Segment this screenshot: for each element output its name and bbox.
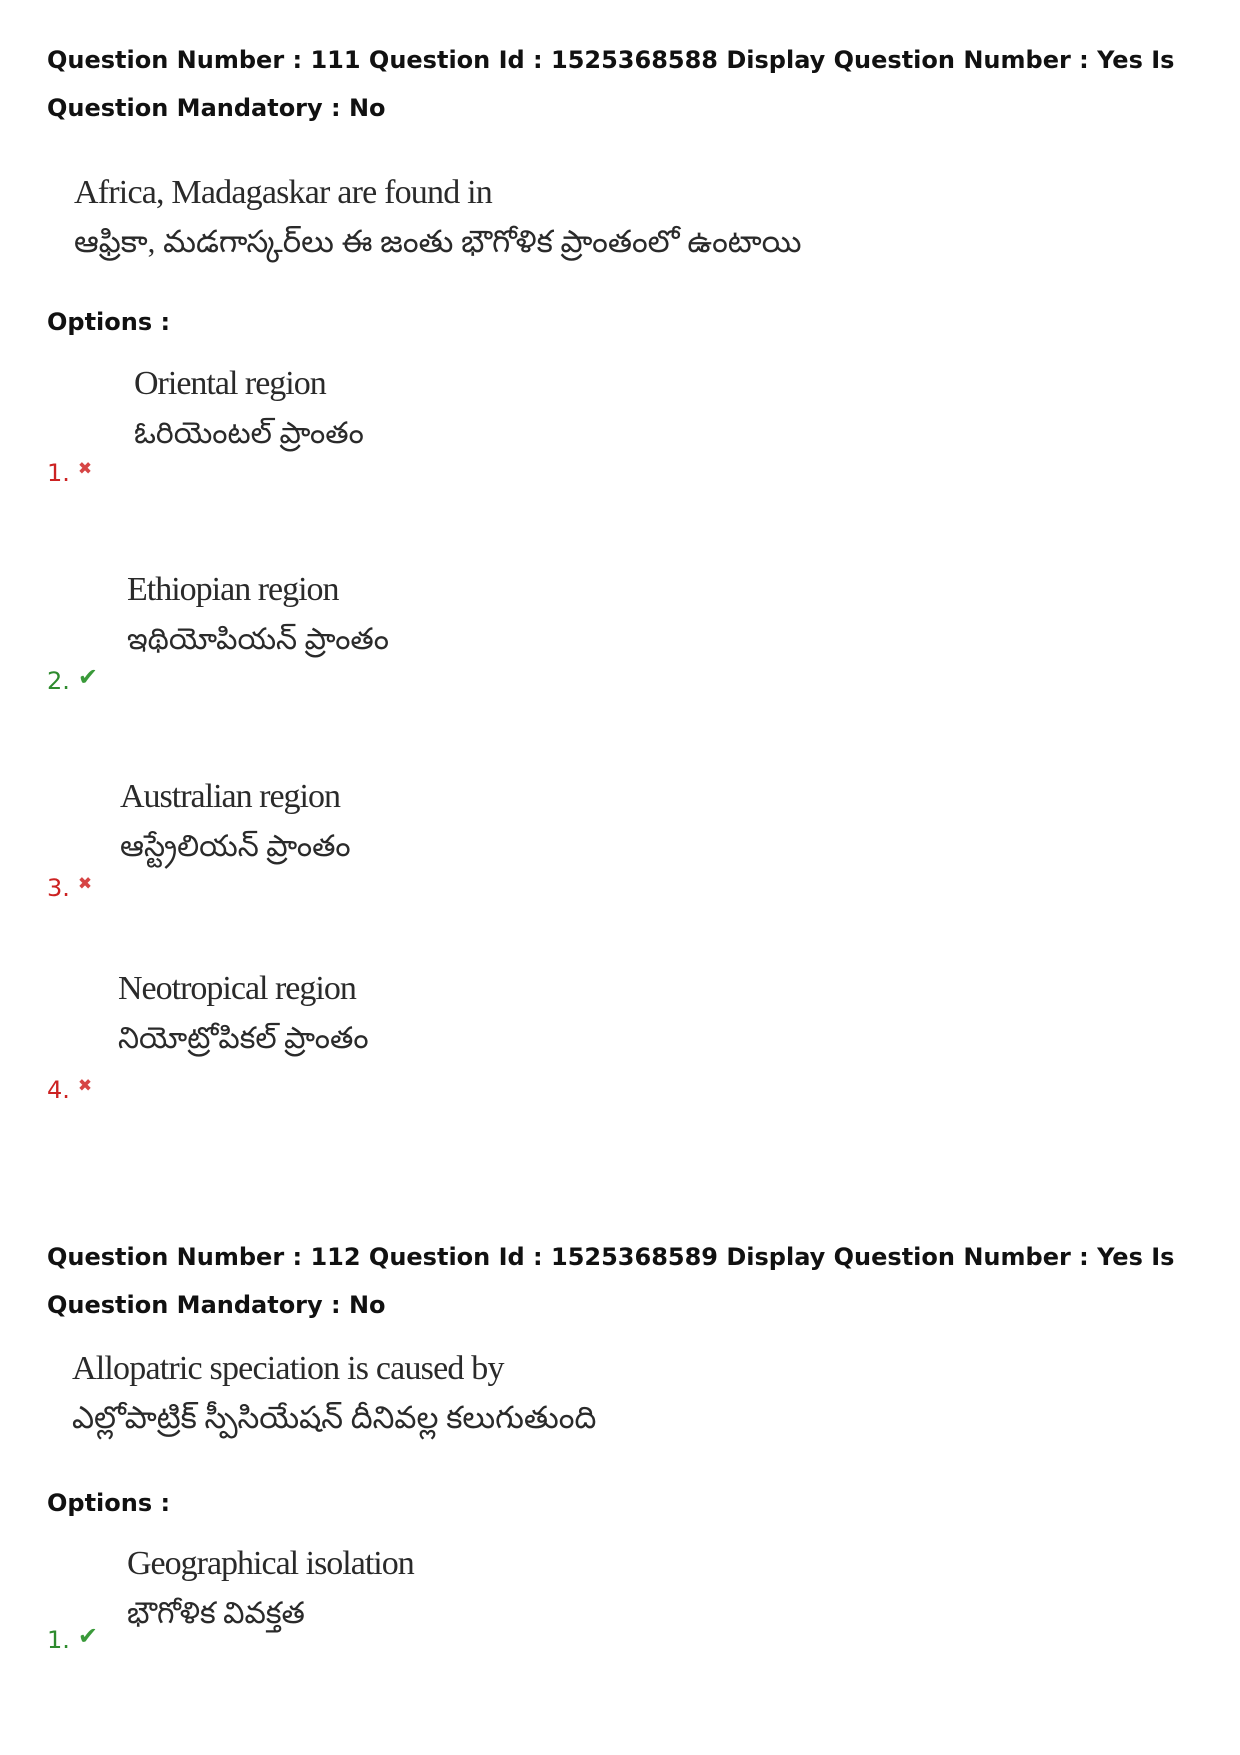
option-text-te: ఆస్ట్రేలియన్ ప్రాంతం: [120, 830, 351, 863]
option-3-number: [47, 873, 92, 903]
option-1-image: [134, 358, 364, 458]
option-number: 3.: [47, 874, 70, 902]
question-text-te: ఆఫ్రికా, మడగాస్కర్‌లు ఈ జంతు భౌగోళిక ప్రాంతంలో ఉంటాయి: [74, 224, 802, 259]
question-text-te: ఎల్లోపాట్రిక్ స్పీసియేషన్ దీనివల్ల కలుగుతుంది: [72, 1400, 597, 1435]
option-1-image: [127, 1538, 414, 1638]
option-4-number: [47, 1075, 92, 1105]
option-number: 1.: [47, 459, 70, 487]
cross-icon: ✖: [77, 874, 93, 894]
cross-icon: ✖: [77, 1076, 93, 1096]
question-header: Question Number : 111 Question Id : 1525368588 Display Question Number : Yes Is Question Mandatory : No: [47, 46, 1175, 122]
options-label: Options :: [47, 308, 171, 336]
option-1-number: [47, 1622, 99, 1655]
check-icon: ✔: [77, 1622, 99, 1650]
option-text-te: నియోట్రోపికల్ ప్రాంతం: [118, 1022, 369, 1055]
option-number: 1.: [47, 1626, 70, 1654]
option-4-image: [118, 963, 369, 1063]
option-2-image: [127, 564, 389, 664]
option-text-te: భౌగోళిక వివక్తత: [127, 1597, 305, 1630]
options-label: Options :: [47, 1489, 171, 1517]
question-text-image: [74, 168, 802, 266]
option-text-en: Geographical isolation: [127, 1545, 414, 1582]
option-1-number: [47, 458, 92, 488]
option-text-en: Australian region: [120, 778, 340, 815]
option-2-number: [47, 663, 99, 696]
cross-icon: ✖: [77, 459, 93, 479]
question-header: Question Number : 112 Question Id : 1525368589 Display Question Number : Yes Is Question Mandatory : No: [47, 1243, 1175, 1319]
question-text-en: Africa, Madagaskar are found in: [74, 174, 492, 211]
option-3-image: [120, 771, 351, 871]
option-text-en: Oriental region: [134, 365, 326, 402]
question-text-image: [72, 1344, 596, 1442]
check-icon: ✔: [77, 663, 99, 691]
option-text-en: Ethiopian region: [127, 571, 339, 608]
option-text-te: ఇథియోపియన్ ప్రాంతం: [127, 623, 389, 656]
option-number: 4.: [47, 1076, 70, 1104]
option-number: 2.: [47, 667, 70, 695]
option-text-te: ఓరియెంటల్ ప్రాంతం: [134, 417, 364, 450]
question-text-en: Allopatric speciation is caused by: [72, 1350, 504, 1387]
option-text-en: Neotropical region: [118, 970, 356, 1007]
